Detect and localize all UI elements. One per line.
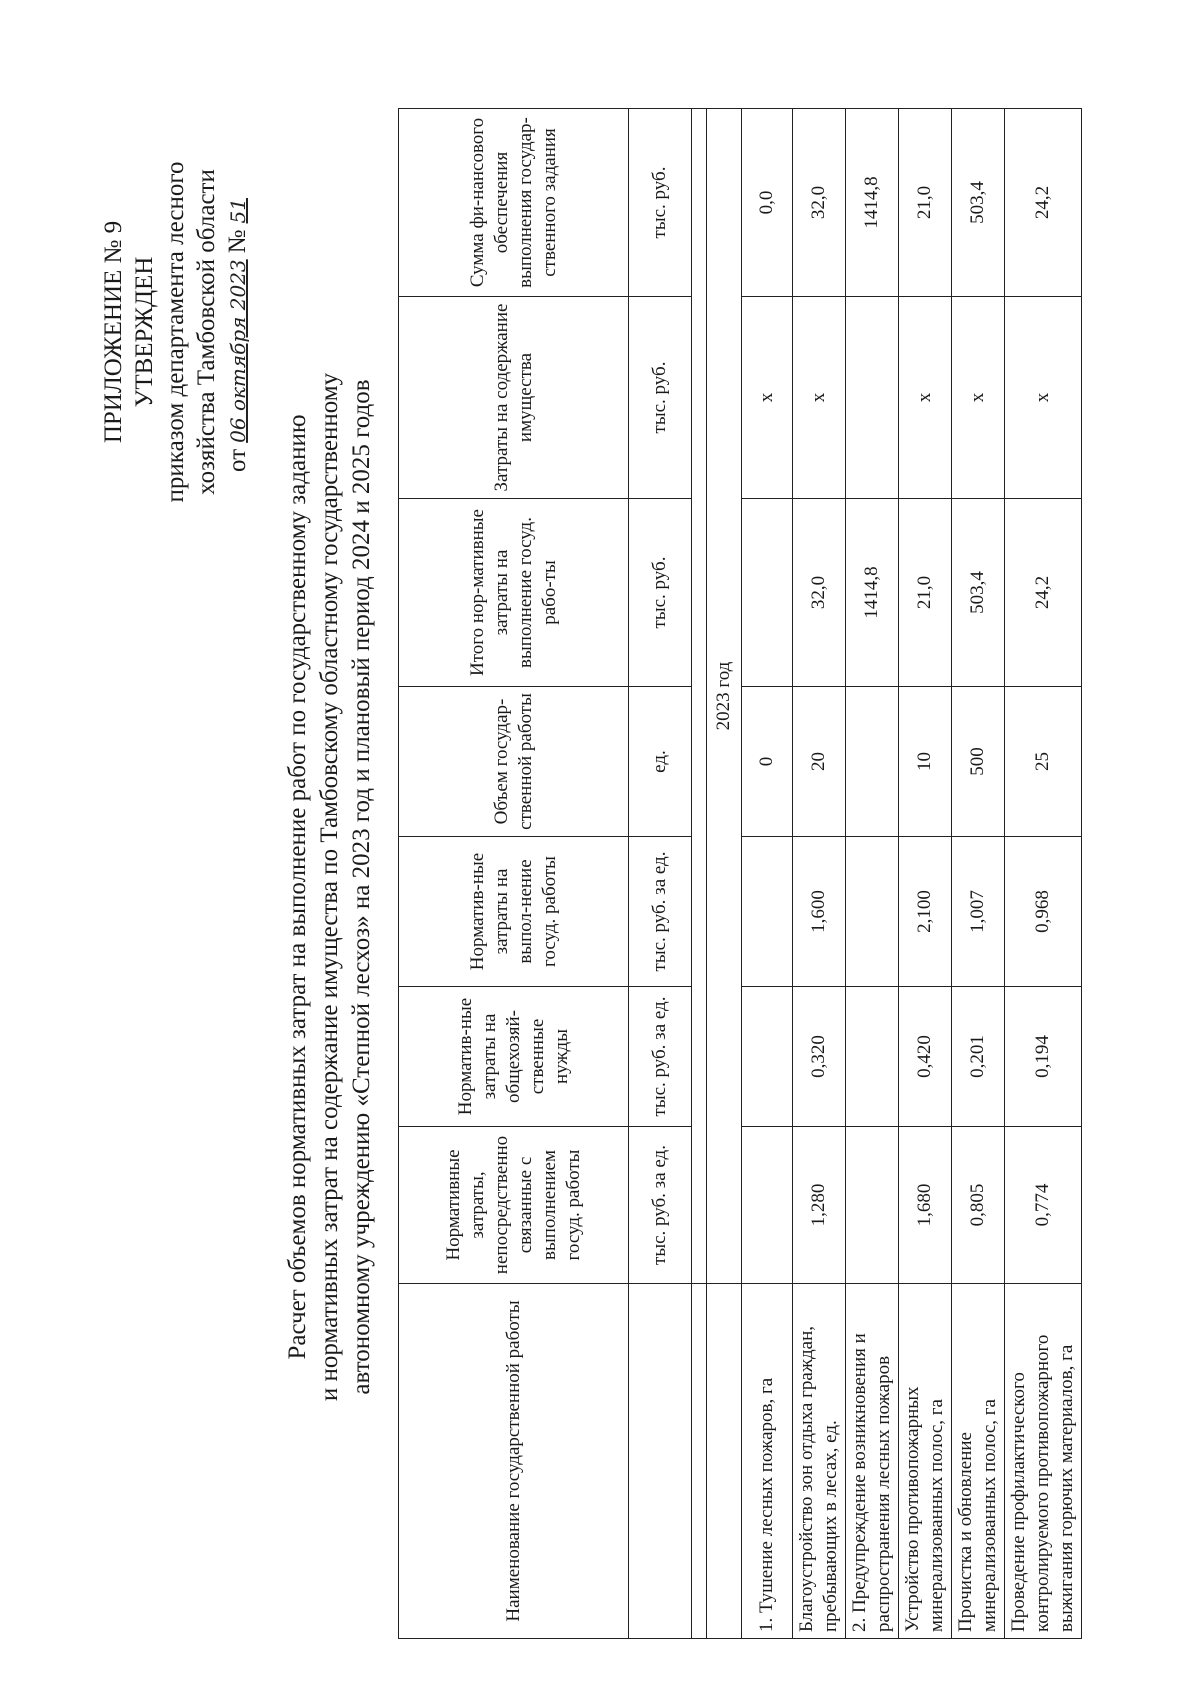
row-cell: х [793,297,846,499]
header-cell-work-costs: Норматив-ные затраты на выпол-нение госуд. работы [399,837,629,987]
approval-block [98,97,254,567]
row-work-name: Устройство противопожарных минерализованных полос, га [899,1284,952,1639]
row-work-name: Прочистка и обновление минерализованных полос, га [952,1284,1005,1639]
row-cell: 1,600 [793,837,846,987]
row-cell: 20 [793,687,846,837]
approved-stamp-text: УТВЕРЖДЕН [131,256,158,408]
row-cell [742,499,793,687]
row-cell: 0,774 [1005,1127,1082,1284]
row-cell: 24,2 [1005,109,1082,297]
row-cell: 10 [899,687,952,837]
row-cell: 1,007 [952,837,1005,987]
header-cell-property-costs: Затраты на содержание имущества [399,297,629,499]
header-cell-financing-sum: Сумма фи-нансового обеспечения выполнения государ-ственного задания [399,109,629,297]
header-cell-work-volume: Объем государ-ственной работы [399,687,629,837]
row-cell [742,987,793,1127]
row-cell: 0,0 [742,109,793,297]
unit-cell [629,1284,692,1639]
spacer-cell [692,1284,707,1639]
row-cell: 0 [742,687,793,837]
annex-number: ПРИЛОЖЕНИЕ № 9 [100,220,127,444]
row-cell: х [952,297,1005,499]
row-cell: 0,320 [793,987,846,1127]
row-cell [846,297,899,499]
row-cell: 25 [1005,687,1082,837]
spacer-cell [692,109,707,1284]
table-row [952,109,1005,1639]
table-spacer-row [692,109,707,1639]
row-cell: 1,280 [793,1127,846,1284]
document-title [282,197,378,1577]
row-cell: х [1005,297,1082,499]
unit-cell: тыс. руб. за ед. [629,837,692,987]
row-cell: х [899,297,952,499]
row-cell: 0,420 [899,987,952,1127]
row-cell [846,837,899,987]
date-prefix: от [224,448,251,472]
row-cell: 21,0 [899,499,952,687]
row-cell: 24,2 [1005,499,1082,687]
row-cell: 0,201 [952,987,1005,1127]
row-cell [742,837,793,987]
title-line-2: и нормативных затрат на содержание имущества по Тамбовскому областному государственному [316,372,343,1402]
row-cell: 21,0 [899,109,952,297]
row-cell [846,987,899,1127]
unit-cell: тыс. руб. [629,297,692,499]
row-cell [846,687,899,837]
table-row [793,109,846,1639]
table-year-row [707,109,742,1639]
unit-cell: ед. [629,687,692,837]
row-cell [846,1127,899,1284]
row-cell: 503,4 [952,499,1005,687]
header-cell-work-name: Наименование государственной работы [399,1284,629,1639]
table-row [1005,109,1082,1639]
header-cell-total-costs: Итого нор-мативные затраты на выполнение госуд. рабо-ты [399,499,629,687]
row-cell: 32,0 [793,109,846,297]
row-cell: 1,680 [899,1127,952,1284]
handwritten-number: 51 [226,198,250,224]
row-work-name: 2. Предупреждение возникновения и распространения лесных пожаров [846,1284,899,1639]
handwritten-date: 06 октября 2023 [226,259,250,443]
row-work-name: 1. Тушение лесных пожаров, га [742,1284,793,1639]
row-cell: 32,0 [793,499,846,687]
row-cell: 2,100 [899,837,952,987]
row-cell: 0,968 [1005,837,1082,987]
title-line-3: автономному учреждению «Степной лесхоз» на 2023 год и плановый период 2024 и 2025 годов [348,379,375,1395]
year-label-empty-cell [707,1284,742,1639]
table-row [742,109,793,1639]
row-work-name: Благоустройство зон отдыха граждан, пребывающих в лесах, ед. [793,1284,846,1639]
unit-cell: тыс. руб. за ед. [629,1127,692,1284]
header-cell-direct-costs: Нормативные затраты, непосредственно связанные с выполнением госуд. работы [399,1127,629,1284]
unit-cell: тыс. руб. [629,499,692,687]
normative-costs-table [398,108,1082,1639]
row-work-name: Проведение профилактического контролируемого противопожарного выжигания горючих материалов, га [1005,1284,1082,1639]
table-row [846,109,899,1639]
year-label: 2023 год [707,109,742,1284]
table-units-row [629,109,692,1639]
number-prefix: № [224,229,251,254]
row-cell: 500 [952,687,1005,837]
row-cell [742,1127,793,1284]
unit-cell: тыс. руб. [629,109,692,297]
approval-line-1: приказом департамента лесного [162,161,189,503]
table-header-row [399,109,629,1639]
row-cell: х [742,297,793,499]
approval-date-line [222,97,254,567]
row-cell: 503,4 [952,109,1005,297]
row-cell: 1414,8 [846,499,899,687]
title-line-1: Расчет объемов нормативных затрат на выполнение работ по государственному заданию [284,414,311,1360]
header-cell-general-costs: Норматив-ные затраты на общехозяй-ственные нужды [399,987,629,1127]
unit-cell: тыс. руб. за ед. [629,987,692,1127]
approval-line-2: хозяйства Тамбовской области [193,169,220,495]
row-cell: 0,805 [952,1127,1005,1284]
table-row [899,109,952,1639]
row-cell: 0,194 [1005,987,1082,1127]
row-cell: 1414,8 [846,109,899,297]
